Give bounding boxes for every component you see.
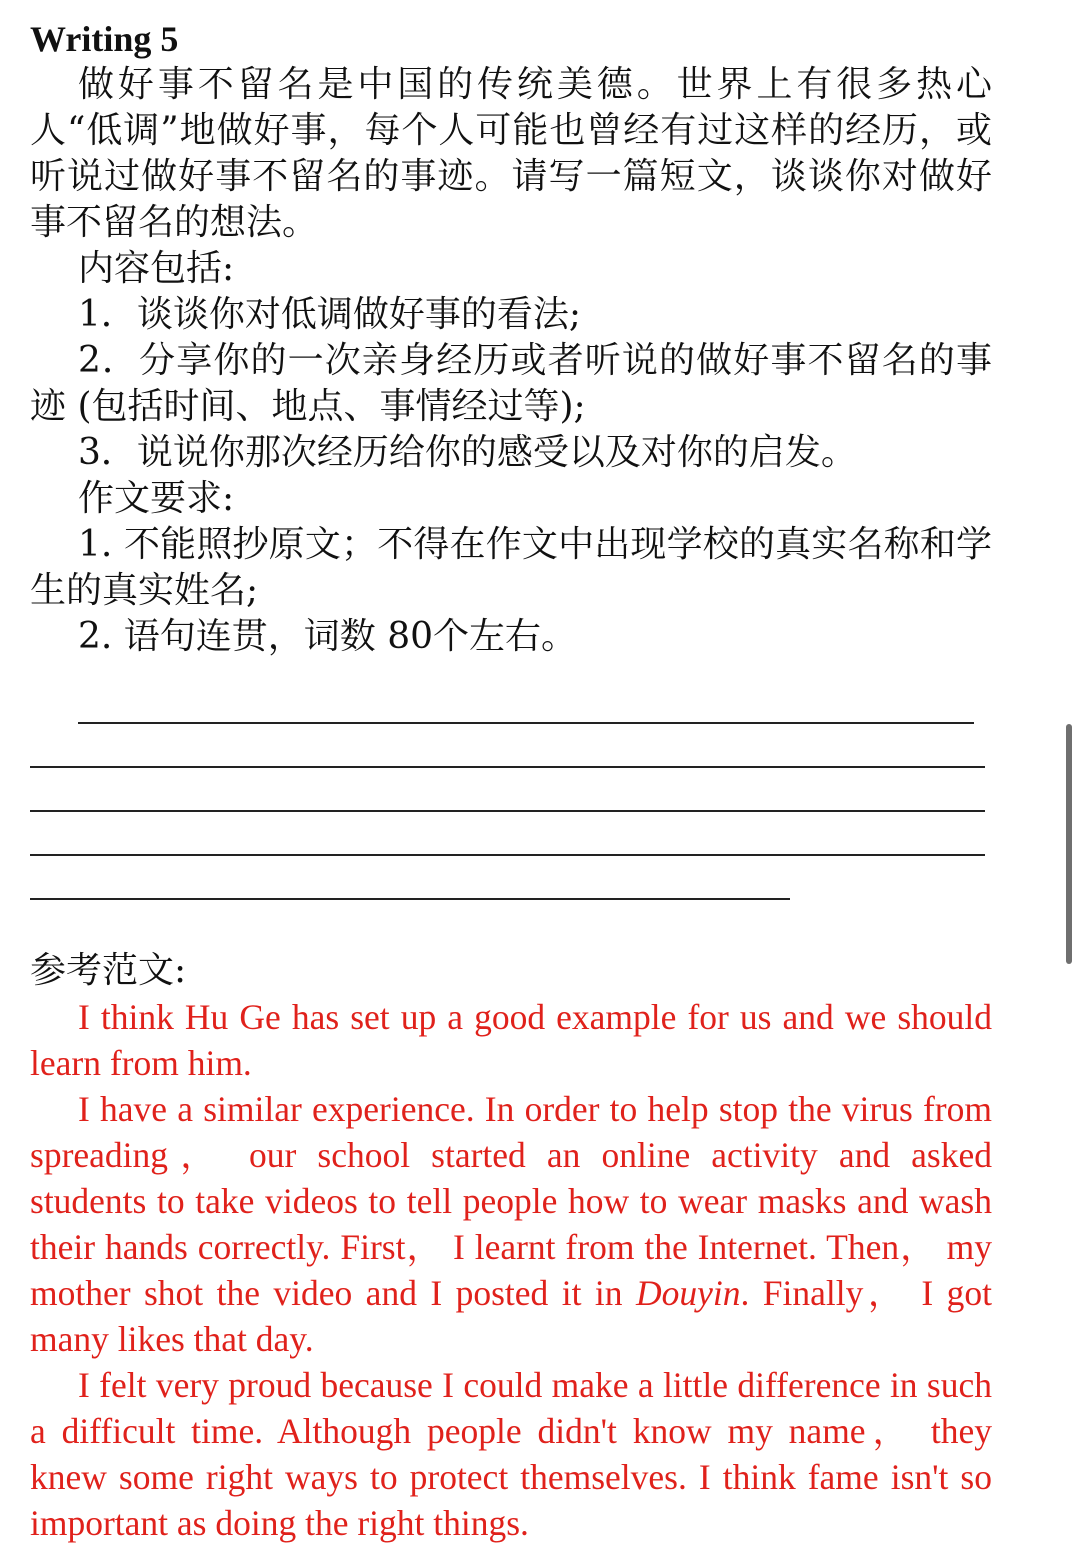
essay-italic-douyin: Douyin — [635, 1273, 741, 1313]
answer-line — [30, 812, 985, 856]
answer-line — [30, 724, 985, 768]
document-title: Writing 5 — [30, 19, 179, 59]
essay-paragraph-2 — [30, 1086, 992, 1362]
content-heading: 内容包括: — [78, 248, 235, 289]
answer-line — [30, 856, 790, 900]
answer-lines — [30, 680, 992, 900]
answer-line — [30, 768, 985, 812]
document-page — [30, 16, 992, 1546]
requirement-2: 2. 语句连贯，词数 80个左右。 — [78, 616, 578, 657]
content-item-2: 2．分享你的一次亲身经历或者听说的做好事不留名的事迹 (包括时间、地点、事情经过等); — [30, 340, 992, 427]
requirements-heading: 作文要求: — [78, 478, 235, 519]
content-item-3: 3．说说你那次经历给你的感受以及对你的启发。 — [78, 432, 857, 473]
content-item-1: 1．谈谈你对低调做好事的看法; — [78, 294, 582, 335]
essay-paragraph-2-end: . Finally， I got many likes that day. — [30, 1273, 993, 1359]
requirement-1: 1. 不能照抄原文；不得在作文中出现学校的真实名称和学生的真实姓名; — [30, 524, 992, 611]
essay-paragraph-3: I felt very proud because I could make a little difference in such a difficult time. Although people didn't know my name， they knew some right ways to protect themselves. I think fame isn't so important as doing the right things. — [30, 1365, 992, 1543]
sample-essay-label: 参考范文: — [30, 950, 187, 991]
essay-paragraph-2-text: I have a similar experience. In order to help stop the virus from spreading， our school started an online activity and asked students to take videos to tell people how to wear masks and wash their hands correctly. First， I learnt from the Internet. Then， my mother shot the video and I posted it in — [30, 1089, 992, 1313]
prompt-intro: 做好事不留名是中国的传统美德。世界上有很多热心人“低调”地做好事，每个人可能也曾经有过这样的经历，或听说过做好事不留名的事迹。请写一篇短文，谈谈你对做好事不留名的想法。 — [30, 64, 992, 243]
answer-line — [78, 680, 974, 724]
scrollbar[interactable] — [1066, 724, 1072, 964]
essay-paragraph-1: I think Hu Ge has set up a good example for us and we should learn from him. — [30, 997, 992, 1083]
